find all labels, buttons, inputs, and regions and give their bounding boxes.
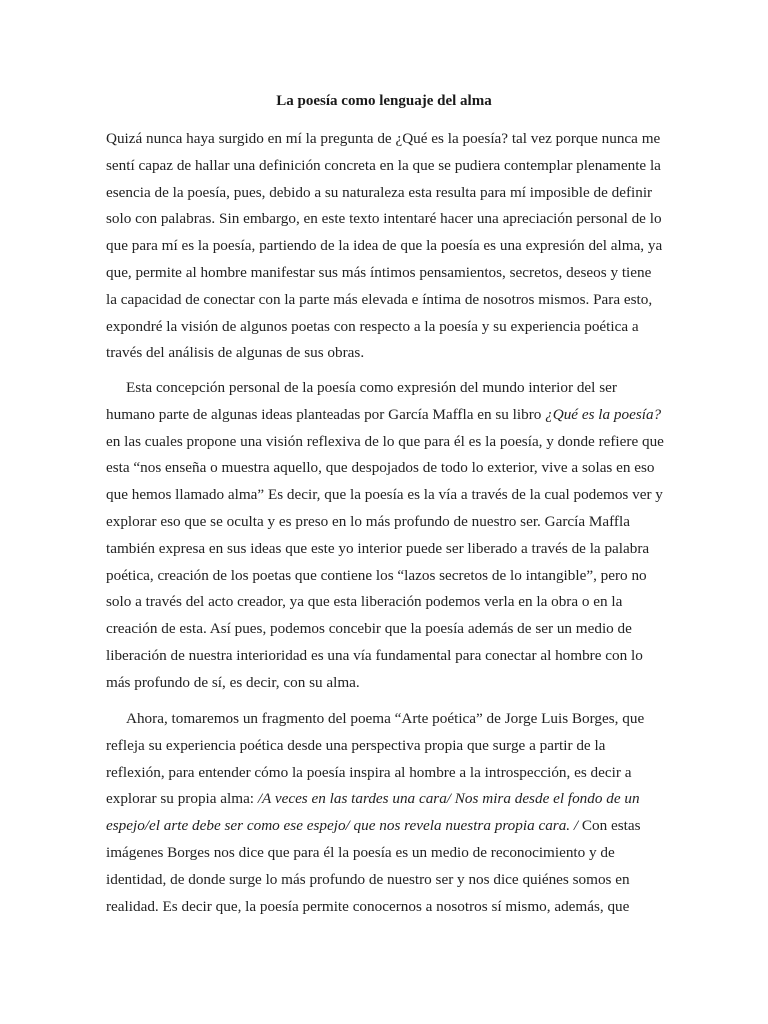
text-line — [106, 509, 666, 536]
line-text: esta “nos enseña o muestra aquello, que despojados de todo lo exterior, vive a solas en eso — [106, 459, 655, 477]
line-text: solo con palabras. Sin embargo, en este texto intentaré hacer una apreciación personal de lo — [106, 210, 662, 228]
text-line — [106, 180, 666, 207]
line-text: Con estas — [578, 817, 641, 835]
line-text: explorar eso que se oculta y es preso en lo más profundo de nuestro ser. García Maffla — [106, 512, 630, 530]
text-line — [106, 867, 666, 894]
paragraph-3 — [106, 706, 666, 920]
line-text: que hemos llamado alma” Es decir, que la poesía es la vía a través de la cual podemos ver y — [106, 486, 663, 504]
text-line — [106, 894, 666, 921]
italic-quote-text: espejo/el arte debe ser como ese espejo/ que nos revela nuestra propia cara. / — [106, 817, 579, 835]
document-title: La poesía como lenguaje del alma — [276, 93, 492, 109]
paragraph-2 — [106, 375, 666, 697]
line-text: Quizá nunca haya surgido en mí la pregunta de ¿Qué es la poesía? tal vez porque nunca me — [106, 130, 661, 147]
italic-quote-text: /A veces en las tardes una cara/ Nos mira desde el fondo de un — [257, 790, 640, 808]
line-text: imágenes Borges nos dice que para él la poesía es un medio de reconocimiento y de — [106, 843, 615, 861]
line-text: humano parte de algunas ideas planteadas por García Maffla en su libro — [106, 405, 546, 423]
text-line — [106, 643, 666, 670]
line-text: Esta concepción personal de la poesía como expresión del mundo interior del ser — [126, 379, 617, 396]
text-line — [106, 482, 666, 509]
text-line — [106, 340, 666, 367]
line-text: poética, creación de los poetas que contiene los “lazos secretos de lo intangible”, pero no — [106, 566, 647, 584]
line-text: que para mí es la poesía, partiendo de la idea de que la poesía es una expresión del alma, ya — [106, 237, 663, 255]
paragraph-1 — [106, 126, 666, 367]
line-text: Ahora, tomaremos un fragmento del poema “Arte poética” de Jorge Luis Borges, que — [126, 710, 645, 727]
text-line — [106, 455, 666, 482]
line-text: creación de esta. Así pues, podemos concebir que la poesía además de ser un medio de — [106, 620, 632, 638]
text-line — [106, 589, 666, 616]
line-text: sentí capaz de hallar una definición concreta en la que se pudiera contemplar plenamente la — [106, 156, 661, 174]
text-line — [106, 206, 666, 233]
text-line — [106, 733, 666, 760]
text-line — [106, 260, 666, 287]
text-line — [106, 563, 666, 590]
line-text: reflexión, para entender cómo la poesía inspira al hombre a la introspección, es decir a — [106, 763, 632, 781]
text-line — [106, 402, 666, 429]
line-text: liberación de nuestra interioridad es una vía fundamental para conectar al hombre con lo — [106, 646, 643, 664]
text-line — [106, 813, 666, 840]
line-text: en las cuales propone una visión reflexiva de lo que para él es la poesía, y donde refiere que — [106, 432, 664, 450]
text-line — [106, 760, 666, 787]
text-line — [106, 287, 666, 314]
text-line — [106, 429, 666, 456]
line-text: expondré la visión de algunos poetas con respecto a la poesía y su experiencia poética a — [106, 317, 639, 335]
text-line — [106, 126, 666, 153]
line-text: esencia de la poesía, pues, debido a su naturaleza esta resulta para mí imposible de definir — [106, 183, 653, 201]
line-text: más profundo de sí, es decir, con su alma. — [106, 673, 360, 691]
line-text: realidad. Es decir que, la poesía permite conocernos a nosotros sí mismo, además, que — [106, 897, 630, 915]
line-text: que, permite al hombre manifestar sus más íntimos pensamientos, secretos, deseos y tiene — [106, 263, 652, 281]
text-line — [106, 670, 666, 697]
text-line — [106, 233, 666, 260]
text-line — [106, 536, 666, 563]
text-line — [106, 706, 666, 733]
italic-quote-text: ¿Qué es la poesía? — [545, 405, 662, 423]
text-line — [106, 840, 666, 867]
text-line — [106, 375, 666, 402]
text-line — [106, 786, 666, 813]
line-text: la capacidad de conectar con la parte más elevada e íntima de nosotros mismos. Para esto, — [106, 290, 653, 308]
line-text: identidad, de donde surge lo más profundo de nuestro ser y nos dice quiénes somos en — [106, 870, 630, 888]
text-line — [106, 153, 666, 180]
line-text: explorar su propia alma: — [106, 790, 258, 808]
line-text: través del análisis de algunas de sus obras. — [106, 344, 365, 362]
line-text: refleja su experiencia poética desde una perspectiva propia que surge a partir de la — [106, 736, 606, 754]
text-line — [106, 616, 666, 643]
line-text: solo a través del acto creador, ya que esta liberación podemos verla en la obra o en la — [106, 593, 623, 611]
line-text: también expresa en sus ideas que este yo interior puede ser liberado a través de la palabra — [106, 539, 650, 557]
text-line — [106, 314, 666, 341]
